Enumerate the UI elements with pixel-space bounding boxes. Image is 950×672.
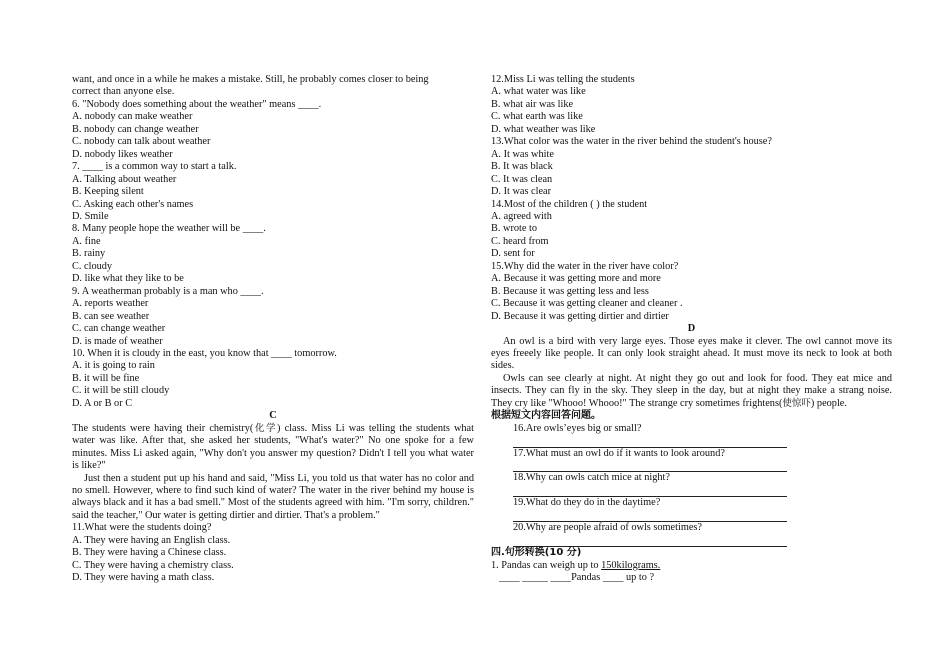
question-text: 1. Pandas can weigh up to [491,559,602,571]
question-stem: 6. "Nobody does something about the weather" means ____. [72,98,322,110]
option: A. reports weather [72,298,149,310]
option: B. Keeping silent [72,186,144,198]
question-stem: 12.Miss Li was telling the students [491,74,635,85]
option: B. what air was like [491,98,574,110]
answer-question: 19.What do they do in the daytime? [513,497,661,509]
option: A. Because it was getting more and more [491,273,661,285]
option: D. sent for [491,248,535,260]
option: A. They were having an English class. [72,534,231,546]
option: D. nobody likes weather [72,148,173,160]
transform-question-1 [491,560,892,572]
option: C. nobody can talk about weather [72,136,211,148]
answer-question: 20.Why are people afraid of owls sometimes? [513,522,702,534]
option: B. it will be fine [72,372,140,384]
option: A. what water was like [491,86,586,98]
passage-c-paragraph-2: Just then a student put up his hand and said, "Miss Li, you told us that water has no color and no smell. However, where to find such kind of water? The water in the river behind my house is always black and it has a bad smell." Most of the students agreed with him. "I'm sorry, children." said the teacher," Our water is getting dirtier and dirtier. That's a problem." [72,472,474,521]
option: D. A or B or C [72,397,133,409]
answer-line[interactable] [513,510,787,522]
intro-line: correct than anyone else. [72,86,175,98]
option: D. They were having a math class. [72,572,215,584]
question-stem: 7. ____ is a common way to start a talk. [72,161,237,173]
option: A. it is going to rain [72,360,155,372]
option: C. Because it was getting cleaner and cleaner . [491,298,683,310]
option: D. Smile [72,210,109,222]
passage-c-paragraph-1 [72,423,474,473]
section-heading-d: D [687,323,696,335]
right-column [491,74,892,585]
option: B. nobody can change weather [72,123,199,135]
option: B. can see weather [72,310,150,322]
answer-line[interactable] [513,535,787,547]
underlined-phrase: 150kilograms. [601,559,661,571]
answer-question: 17.What must an owl do if it wants to look around? [513,447,725,459]
option: C. Asking each other's names [72,198,194,210]
section-heading-c: C [269,410,277,422]
option: B. wrote to [491,223,538,235]
passage-d-paragraph-2 [491,373,892,410]
option: C. They were having a chemistry class. [72,559,234,571]
option: C. It was clean [491,173,553,185]
option: C. what earth was like [491,111,583,123]
passage-text: Owls can see clearly at night. At night they go out and look for food. They eat mice and insects. They can fly in the sky. They sleep in the day, but at night they make a strang noise. They cry like "Whooo! Whooo!" The strange cry sometimes frightens( [491,372,892,409]
section-heading-4: 四.句形转换(10 分) [491,547,582,559]
passage-text: ) people. [810,397,847,409]
option: C. can change weather [72,323,166,335]
option: D. Because it was getting dirtier and dirtier [491,310,669,322]
option: C. it will be still cloudy [72,385,170,397]
transform-answer-line: ____ _____ ____Pandas ____ up to ? [499,572,655,584]
question-stem: 14.Most of the children ( ) the student [491,198,648,210]
option: A. It was white [491,148,554,160]
answer-heading: 根据短文内容回答问题。 [491,410,601,422]
intro-line: want, and once in a while he makes a mistake. Still, he probably comes closer to being [72,74,429,85]
option: A. nobody can make weather [72,111,193,123]
option: B. They were having a Chinese class. [72,547,227,559]
passage-text: ) class. Miss Li was telling the students what water was like. After that, she asked her students, "What's water?" No one spoke for a few minutes. Miss Li asked again, "Why don't you answer my question? Didn't I tell you what water is like?" [72,422,474,472]
answer-line[interactable] [513,485,787,497]
question-stem: 9. A weatherman probably is a man who ____. [72,285,264,297]
option: D. It was clear [491,186,552,198]
option: A. agreed with [491,210,552,222]
question-stem: 10. When it is cloudy in the east, you know that ____ tomorrow. [72,347,337,359]
option: B. rainy [72,248,106,260]
cjk-gloss: 化学 [253,422,278,434]
option: D. like what they like to be [72,273,184,285]
answer-line[interactable] [513,460,787,472]
answer-question: 18.Why can owls catch mice at night? [513,472,670,484]
option: A. fine [72,235,101,247]
left-column [72,74,474,585]
option: D. is made of weather [72,335,163,347]
cjk-gloss: 使惊吓 [782,397,811,409]
question-stem: 8. Many people hope the weather will be ____. [72,223,266,235]
option: A. Talking about weather [72,173,177,185]
answer-question: 16.Are owls’eyes big or small? [513,422,642,434]
question-stem: 13.What color was the water in the river behind the student's house? [491,136,772,148]
option: B. It was black [491,161,553,173]
question-stem: 11.What were the students doing? [72,522,212,534]
question-stem: 15.Why did the water in the river have color? [491,260,679,272]
passage-d-paragraph-1: An owl is a bird with very large eyes. Those eyes make it clever. The owl cannot move its eyes freeely like people. It can only look straight ahead. It must move its neck to look at both sides. [491,335,892,372]
option: B. Because it was getting less and less [491,285,649,297]
answer-line[interactable] [513,435,787,447]
option: C. heard from [491,235,549,247]
passage-text: The students were having their chemistry( [72,422,254,434]
option: C. cloudy [72,260,113,272]
option: D. what weather was like [491,123,596,135]
